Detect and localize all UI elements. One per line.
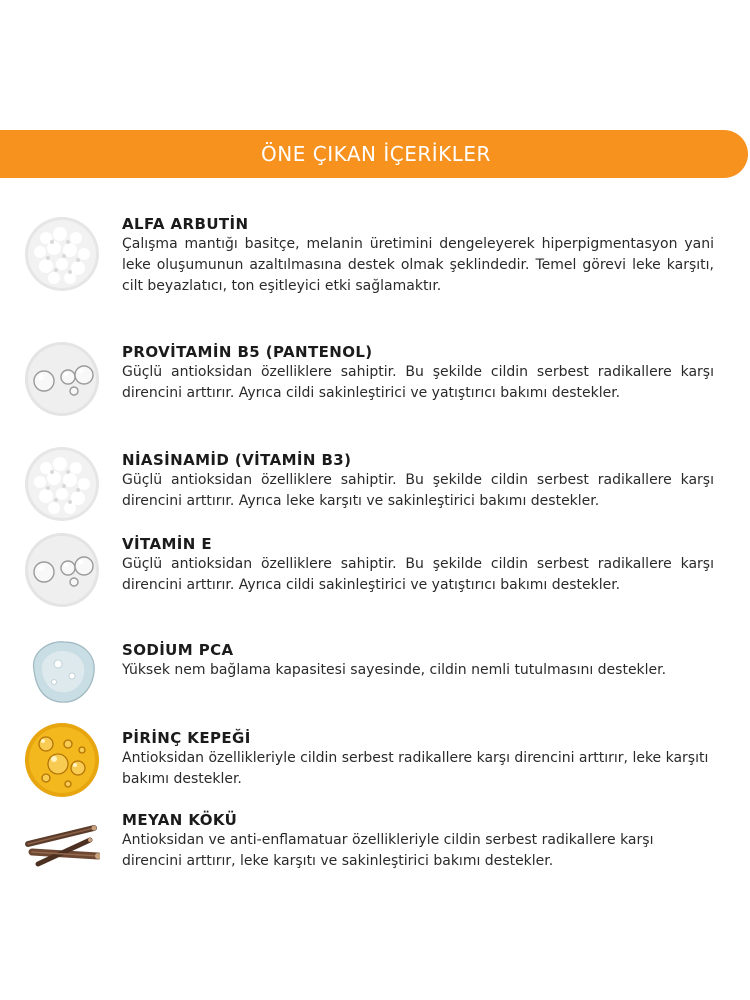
ingredient-name: SODİUM PCA — [122, 641, 234, 659]
licorice-root-sticks-icon — [24, 810, 100, 886]
section-header-banner — [0, 130, 748, 178]
gel-drop-icon — [24, 634, 100, 710]
ingredient-name: ALFA ARBUTİN — [122, 215, 249, 233]
ingredient-name: VİTAMİN E — [122, 535, 212, 553]
white-powder-icon — [24, 216, 100, 292]
ingredient-name: PİRİNÇ KEPEĞİ — [122, 729, 251, 747]
ingredient-description: Antioksidan özellikleriyle cildin serbest radikallere karşı direncini arttırır, leke karşıtı bakımı destekler. — [122, 750, 709, 787]
ingredient-description: Güçlü antioksidan özelliklere sahiptir. Bu şekilde cildin serbest radikallere karşı direncini arttırır. Ayrıca leke karşıtı ve sakinleştirici bakımı destekler. — [122, 472, 714, 509]
clear-droplets-icon — [24, 532, 100, 608]
section-title: ÖNE ÇIKAN İÇERİKLER — [261, 142, 491, 166]
ingredient-name: NİASİNAMİD (VİTAMİN B3) — [122, 451, 352, 469]
white-powder-icon — [24, 446, 100, 522]
ingredient-description: Güçlü antioksidan özelliklere sahiptir. Bu şekilde cildin serbest radikallere karşı direncini arttırır. Ayrıca cildi sakinleştirici ve yatıştırıcı bakımı destekler. — [122, 556, 714, 593]
ingredient-description: Çalışma mantığı basitçe, melanin üretimini dengeleyerek hiperpigmentasyon yani leke oluşumunun azaltılmasına destek olmak şeklindedir. Temel görevi leke karşıtı, cilt beyazlatıcı, ton eşitleyici etki sağlamaktır. — [122, 236, 714, 294]
ingredient-name: MEYAN KÖKÜ — [122, 811, 238, 829]
clear-droplets-icon — [24, 341, 100, 417]
golden-oil-bubbles-icon — [24, 722, 100, 798]
ingredient-description: Antioksidan ve anti-enflamatuar özellikleriyle cildin serbest radikallere karşı direncini arttırır, leke karşıtı ve sakinleştirici bakımı destekler. — [122, 832, 654, 869]
ingredient-description: Güçlü antioksidan özelliklere sahiptir. Bu şekilde cildin serbest radikallere karşı direncini arttırır. Ayrıca cildi sakinleştirici ve yatıştırıcı bakımı destekler. — [122, 364, 714, 401]
ingredient-description: Yüksek nem bağlama kapasitesi sayesinde, cildin nemli tutulmasını destekler. — [122, 662, 667, 678]
ingredient-name: PROVİTAMİN B5 (PANTENOL) — [122, 343, 373, 361]
